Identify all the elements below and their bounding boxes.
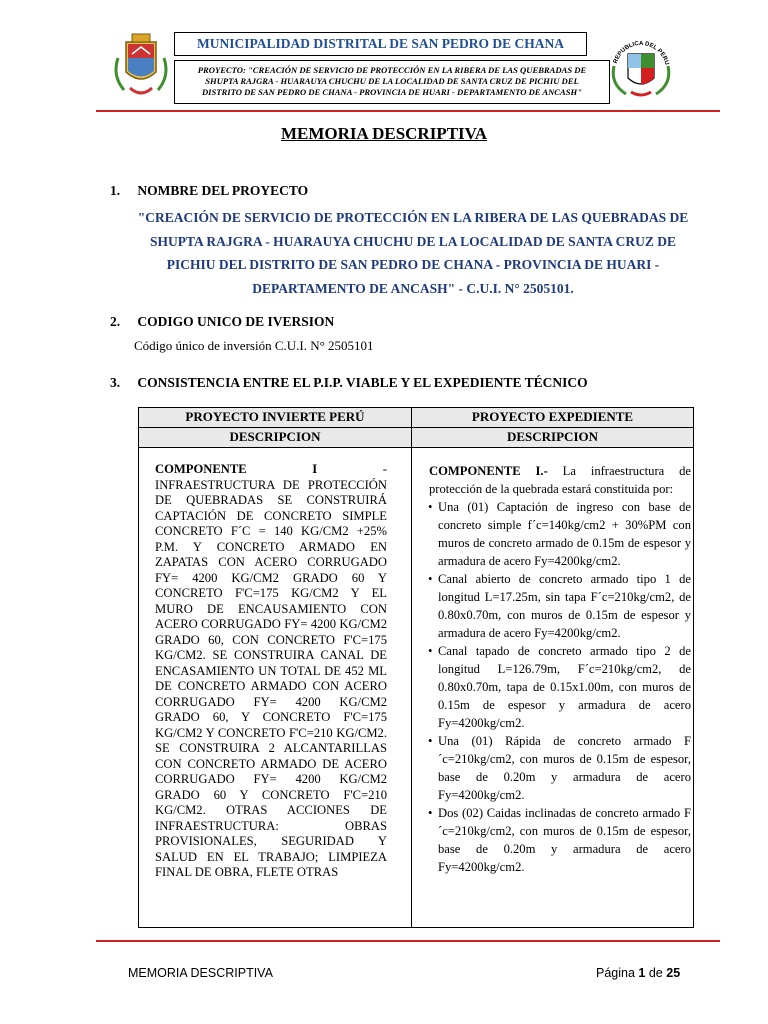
- list-item-text: Canal tapado de concreto armado tipo 2 de longitud L=126.79m, F´c=210kg/cm2, de 0.80x0.70m, tapa de 0.15x1.00m, con muros de 0.15m de espesor y armadura de acero Fy=4200kg/cm2.: [438, 644, 691, 730]
- footer-title: MEMORIA DESCRIPTIVA: [128, 966, 273, 980]
- table-column-divider: [411, 408, 412, 927]
- list-item: [429, 804, 691, 876]
- section-title: CODIGO UNICO DE IVERSION: [137, 314, 335, 329]
- header-rule: [96, 110, 720, 112]
- table-subheader-col2: DESCRIPCION: [412, 428, 693, 447]
- list-item-text: Una (01) Captación de ingreso con base de concreto simple f´c=140kg/cm2 + 30%PM con muros de concreto armado de 0.15m de espesor y armadura de acero Fy=4200kg/cm2.: [438, 500, 691, 568]
- list-item-text: Canal abierto de concreto armado tipo 1 de longitud L=17.25m, sin tapa F´c=210kg/cm2, de 0.80x0.70m, con muros de 0.15m de espesor y armadura de acero Fy=4200kg/cm2.: [438, 572, 691, 640]
- right-component-intro: La infraestructura de protección de la quebrada estará constituida por:: [429, 464, 691, 496]
- left-component-roman: I: [312, 462, 318, 476]
- left-component-dash: -: [382, 462, 387, 476]
- table-cell-expediente: [429, 462, 691, 876]
- section-title: NOMBRE DEL PROYECTO: [137, 183, 309, 198]
- table-header-col1: PROYECTO INVIERTE PERÚ: [139, 408, 411, 427]
- project-header-box: [174, 60, 610, 104]
- page-number: [596, 966, 680, 980]
- municipal-shield-icon: [110, 28, 172, 100]
- section-3-heading: [110, 375, 588, 391]
- right-logo-text: REPUBLICA DEL PERU: [612, 41, 670, 66]
- bullet-icon: •: [428, 806, 433, 820]
- project-header-text: PROYECTO: "CREACIÓN DE SERVICIO DE PROTECCIÓN EN LA RIBERA DE LAS QUEBRADAS DE SHUPTA RAJGRA - HUARAUYA CHUCHU DE LA LOCALIDAD DE SANTA CRUZ DE PICHIU DEL DISTRITO DE SAN PEDRO DE CHANA - PROVINCIA DE HUARI - DEPARTAMENTO DE ANCASH": [197, 65, 587, 97]
- section-number: 1.: [110, 183, 121, 198]
- left-component-body: INFRAESTRUCTURA DE PROTECCIÓN DE QUEBRADAS SE CONSTRUIRÁ CAPTACIÓN DE CONCRETO SIMPLE CONCRETO F´C = 140 KG/CM2 +25% P.M. Y CONCRETO ARMADO EN ZAPATAS CON ACERO CORRUGADO FY= 4200 KG/CM2 GRADO 60 Y CONCRETO F'C=175 KG/CM2 Y EL MURO DE ENCAUSAMIENTO CON ACERO CORRUGADO FY= 4200 KG/CM2 GRADO 60, CON CONCRETO F'C=175 KG/CM2. SE CONSTRUIRA CANAL DE ENCASAMIENTO UN TOTAL DE 452 ML DE CONCRETO ARMADO CON ACERO CORRUGADO FY= 4200 KG/CM2 GRADO 60, Y CONCRETO F'C=175 KG/CM2 Y CONCRETO F'C=210 KG/CM2. SE CONSTRUIRA 2 ALCANTARILLAS CON CONCRETO ARMADO DE ACERO CORRUGADO FY= 4200 KG/CM2 GRADO 60 Y CONCRETO F'C=210 KG/CM2. OTRAS ACCIONES DE INFRAESTRUCTURA: OBRAS PROVISIONALES, SEGURIDAD Y SALUD EN EL TRABAJO; LIMPIEZA FINAL DE OBRA, FLETE OTRAS: [155, 477, 387, 879]
- footer-rule: [96, 940, 720, 942]
- section-2-heading: [110, 314, 334, 330]
- table-divider: [139, 447, 693, 448]
- page-total: 25: [666, 966, 681, 980]
- page-current: 1: [638, 966, 646, 980]
- section-title: CONSISTENCIA ENTRE EL P.I.P. VIABLE Y EL EXPEDIENTE TÉCNICO: [137, 375, 588, 390]
- left-component-lead: COMPONENTE: [155, 462, 247, 476]
- table-cell-invierte-peru: [155, 462, 387, 881]
- page-of: de: [648, 966, 663, 980]
- consistency-table: [138, 407, 694, 928]
- bullet-icon: •: [428, 500, 433, 514]
- bullet-icon: •: [428, 644, 433, 658]
- table-header-col2: PROYECTO EXPEDIENTE: [412, 408, 693, 427]
- document-title: MEMORIA DESCRIPTIVA: [280, 124, 488, 143]
- list-item: [429, 498, 691, 570]
- bullet-icon: •: [428, 734, 433, 748]
- list-item: [429, 570, 691, 642]
- list-item-text: Dos (02) Caidas inclinadas de concreto armado F´c=210kg/cm2, con muros de 0.15m de espesor, base de 0.20m y armadura de acero Fy=4200kg/cm2.: [438, 806, 691, 874]
- section-number: 2.: [110, 314, 121, 329]
- municipality-title: MUNICIPALIDAD DISTRITAL DE SAN PEDRO DE CHANA: [196, 36, 565, 51]
- municipality-title-box: [174, 32, 587, 56]
- right-component-lead: COMPONENTE I.-: [429, 464, 548, 478]
- section-1-heading: [110, 183, 308, 199]
- left-lead-line: [155, 462, 387, 478]
- list-item: [429, 642, 691, 732]
- code-text: Código único de inversión C.U.I. N° 2505101: [134, 338, 374, 353]
- list-item-text: Una (01) Rápida de concreto armado F´c=210kg/cm2, con muros de 0.15m de espesor, base de 0.20m y armadura de acero Fy=4200kg/cm2.: [438, 734, 691, 802]
- section-number: 3.: [110, 375, 121, 390]
- table-subheader-col1: DESCRIPCION: [139, 428, 411, 447]
- page-label: Página: [596, 966, 635, 980]
- project-name: "CREACIÓN DE SERVICIO DE PROTECCIÓN EN LA RIBERA DE LAS QUEBRADAS DE SHUPTA RAJGRA - HUARAUYA CHUCHU DE LA LOCALIDAD DE SANTA CRUZ DE PICHIU DEL DISTRITO DE SAN PEDRO DE CHANA - PROVINCIA DE HUARI - DEPARTAMENTO DE ANCASH" - C.U.I. N° 2505101.: [137, 210, 689, 296]
- list-item: [429, 732, 691, 804]
- right-intro: [429, 462, 691, 498]
- bullet-icon: •: [428, 572, 433, 586]
- peru-coat-of-arms-icon: [606, 30, 676, 98]
- component-list: [429, 498, 691, 876]
